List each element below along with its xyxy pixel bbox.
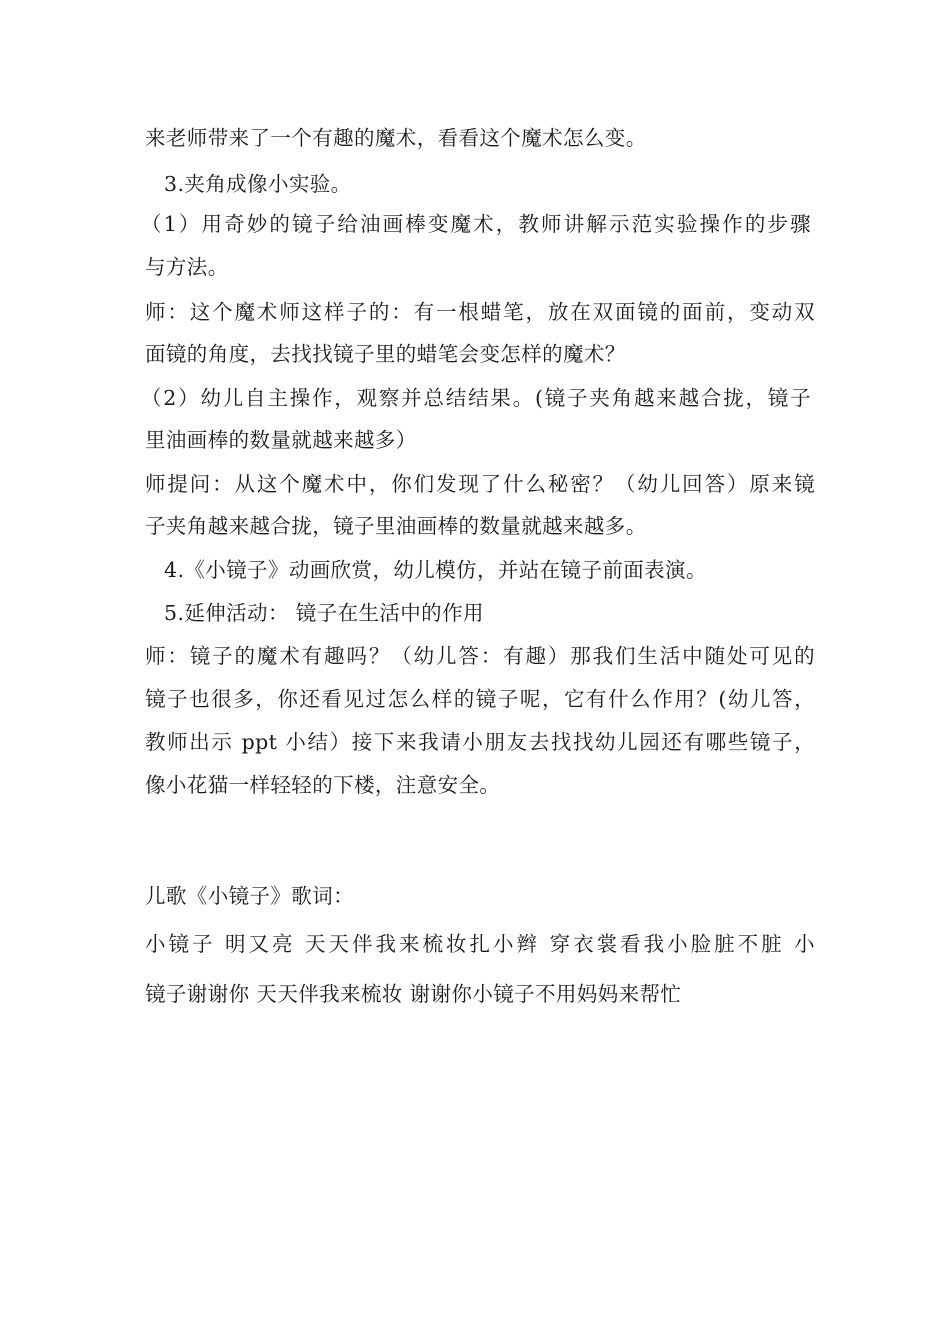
- text-line: 与方法。: [145, 255, 229, 279]
- text-line: 师提问：从这个魔术中，你们发现了什么秘密？（幼儿回答）原来镜: [145, 472, 815, 496]
- text-line: 里油画棒的数量就越来越多）: [145, 428, 417, 452]
- song-lyrics-line: 小镜子 明又亮 天天伴我来梳妆扎小辫 穿衣裳看我小脸脏不脏 小: [145, 932, 815, 956]
- text-line: 面镜的角度，去找找镜子里的蜡笔会变怎样的魔术？: [145, 342, 626, 366]
- step-heading: 3.夹角成像小实验。: [164, 172, 352, 196]
- step-heading: 5.延伸活动： 镜子在生活中的作用: [164, 601, 484, 625]
- text-line: 像小花猫一样轻轻的下楼，注意安全。: [145, 773, 501, 797]
- text-line: 教师出示 ppt 小结）接下来我请小朋友去找找幼儿园还有哪些镜子，: [145, 730, 815, 754]
- text-line: 来老师带来了一个有趣的魔术，看看这个魔术怎么变。: [145, 126, 647, 150]
- step-heading: 4.《小镜子》动画欣赏，幼儿模仿，并站在镜子前面表演。: [164, 558, 707, 582]
- text-line: 师：镜子的魔术有趣吗？（幼儿答：有趣）那我们生活中随处可见的: [145, 644, 815, 668]
- song-title: 儿歌《小镜子》歌词：: [145, 884, 354, 908]
- text-line: （1）用奇妙的镜子给油画棒变魔术，教师讲解示范实验操作的步骤: [141, 212, 811, 236]
- song-lyrics-line: 镜子谢谢你 天天伴我来梳妆 谢谢你小镜子不用妈妈来帮忙: [145, 982, 682, 1006]
- text-line: 镜子也很多，你还看见过怎么样的镜子呢，它有什么作用？(幼儿答，: [145, 687, 815, 711]
- text-line: 师：这个魔术师这样子的：有一根蜡笔，放在双面镜的面前，变动双: [145, 300, 815, 324]
- text-line: （2）幼儿自主操作，观察并总结结果。(镜子夹角越来越合拢，镜子: [141, 386, 811, 410]
- text-line: 子夹角越来越合拢，镜子里油画棒的数量就越来越多。: [145, 514, 647, 538]
